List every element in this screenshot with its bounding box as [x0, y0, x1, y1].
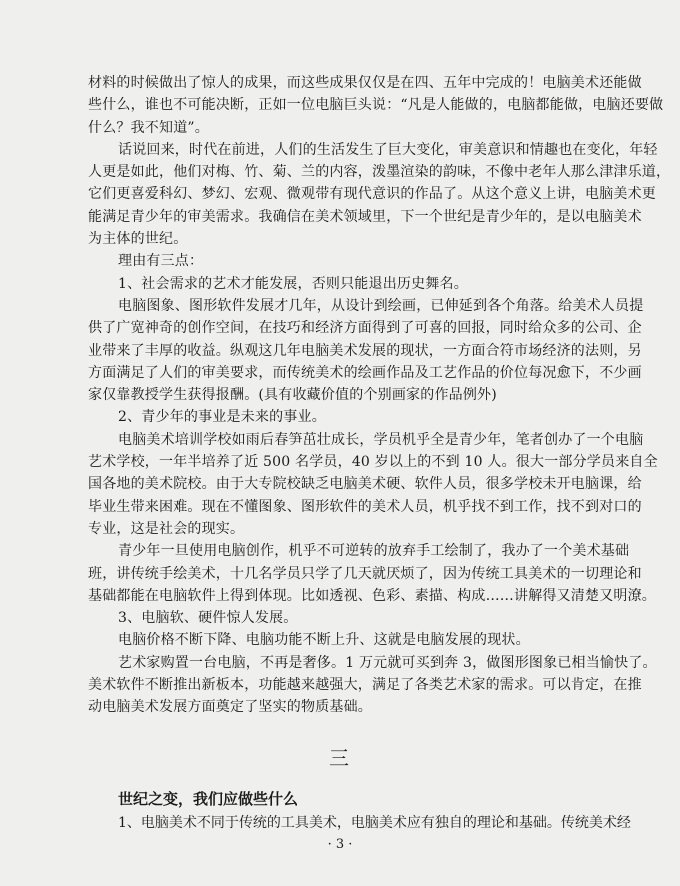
text-line: 班，讲传统手绘美术，十几名学员只学了几天就厌烦了，因为传统工具美术的一切理论和	[88, 565, 642, 582]
text-line: 人更是如此，他们对梅、竹、菊、兰的内容，泼墨渲染的韵味，不像中老年人那么津津乐道，	[88, 164, 671, 181]
text-line: 为主体的世纪。	[88, 231, 188, 248]
section-heading: 世纪之变，我们应做些什么	[118, 790, 299, 808]
text-line: 艺术学校，一年半培养了近 500 名学员，40 岁以上的不到 10 人。很大一部分学员来自全	[88, 454, 658, 471]
text-line: 2、青少年的事业是未来的事业。	[118, 409, 326, 426]
body-text	[88, 72, 671, 719]
text-line: 基础都能在电脑软件上得到体现。比如透视、色彩、素描、构成……讲解得又清楚又明潦。	[88, 587, 656, 604]
text-line: 方面满足了人们的审美要求，而传统美术的绘画作品及工艺作品的价位每况愈下，不少画	[88, 364, 642, 381]
text-line: 电脑价格不断下降、电脑功能不断上升、这就是电脑发展的现状。	[118, 632, 530, 649]
text-line: 供了广宽神奇的创作空间，在技巧和经济方面得到了可喜的回报，同时给众多的公司、企	[88, 320, 642, 337]
text-line: 能满足青少年的审美需求。我确信在美术领域里，下一个世纪是青少年的，是以电脑美术	[88, 208, 642, 225]
text-line: 电脑图象、图形软件发展才几年，从设计到绘画，已伸延到各个角落。给美术人员提	[118, 297, 644, 314]
text-line: 话说回来，时代在前进，人们的生活发生了巨大变化，审美意识和情趣也在变化，年轻	[118, 141, 658, 158]
text-line: 动电脑美术发展方面奠定了坚实的物质基础。	[88, 699, 372, 716]
text-line: 专业，这是社会的现实。	[88, 520, 245, 537]
text-line: 毕业生带来困难。现在不懂图象、图形软件的美术人员，机乎找不到工作，找不到对口的	[88, 498, 642, 515]
text-line: 些什么，谁也不可能决断，正如一位电脑巨头说：“凡是人能做的，电脑都能做，电脑还要做	[88, 97, 664, 114]
section-first-line: 1、电脑美术不同于传统的工具美术，电脑美术应有独自的理论和基础。传统美术经	[118, 815, 631, 831]
text-line: 国各地的美术院校。由于大专院校缺乏电脑美术硬、软件人员，很多学校未开电脑课，给	[88, 476, 642, 493]
text-line: 3、电脑软、硬件惊人发展。	[118, 610, 298, 627]
section-numeral: 三	[329, 746, 351, 770]
text-line: 业带来了丰厚的收益。纵观这几年电脑美术发展的现状，一方面合符市场经济的法则，另	[88, 342, 642, 359]
text-line: 1、社会需求的艺术才能发展，否则只能退出历史舞名。	[118, 275, 468, 292]
text-line: 艺术家购置一台电脑，不再是奢侈。1 万元就可买到奔 3，做图形图象已相当愉快了。	[118, 654, 657, 671]
text-line: 材料的时候做出了惊人的成果，而这些成果仅仅是在四、五年中完成的！电脑美术还能做	[88, 75, 642, 91]
text-line: 家仅靠教授学生获得报酬。(具有收藏价值的个别画家的作品例外)	[88, 387, 497, 404]
text-line: 理由有三点：	[118, 253, 204, 270]
text-line: 什么？我不知道”。	[88, 119, 209, 136]
text-line: 它们更喜爱科幻、梦幻、宏观、微观带有现代意识的作品了。从这个意义上讲，电脑美术更	[88, 186, 656, 203]
text-line: 电脑美术培训学校如雨后春笋茁壮成长，学员机乎全是青少年，笔者创办了一个电脑	[118, 431, 644, 448]
text-line: 青少年一旦使用电脑创作，机乎不可逆转的放弃手工绘制了，我办了一个美术基础	[118, 543, 630, 560]
page-number: · 3 ·	[327, 837, 353, 852]
text-line: 美术软件不断推出新板本，功能越来越强大，满足了各类艺术家的需求。可以肯定，在推	[88, 677, 642, 694]
